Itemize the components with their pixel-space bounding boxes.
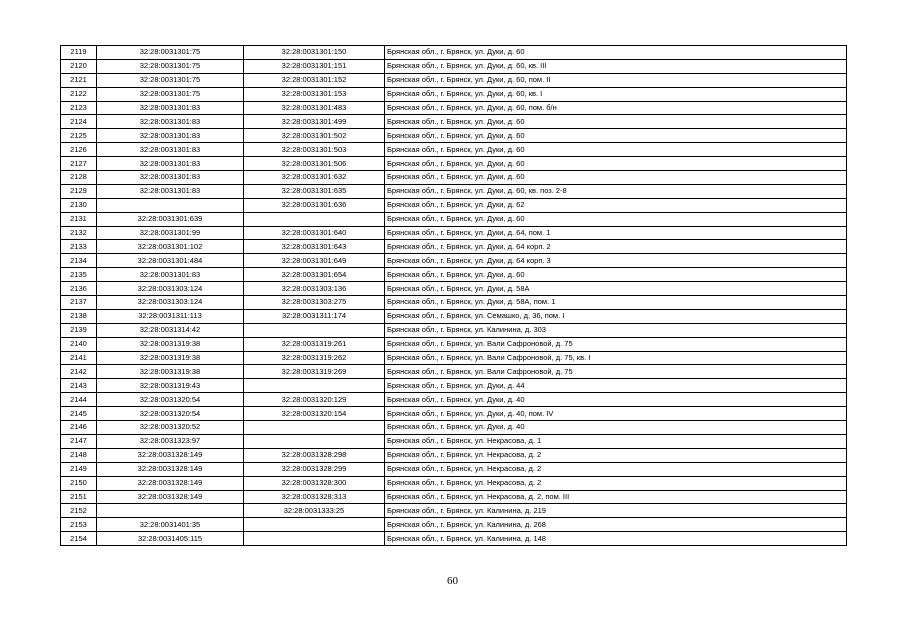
land-cadastral-number-cell: 32:28:0031405:115 — [97, 532, 244, 546]
address-cell: Брянская обл., г. Брянск, ул. Дуки, д. 64 корп. 3 — [385, 254, 847, 268]
object-cadastral-number-cell: 32:28:0031301:506 — [244, 157, 385, 171]
row-number-cell: 2130 — [61, 198, 97, 212]
row-number-cell: 2153 — [61, 518, 97, 532]
row-number-cell: 2135 — [61, 268, 97, 282]
row-number-cell: 2133 — [61, 240, 97, 254]
land-cadastral-number-cell: 32:28:0031301:102 — [97, 240, 244, 254]
table-row — [61, 365, 847, 379]
row-number-cell: 2147 — [61, 434, 97, 448]
address-cell: Брянская обл., г. Брянск, ул. Дуки, д. 60, пом. II — [385, 73, 847, 87]
table-row — [61, 171, 847, 185]
object-cadastral-number-cell: 32:28:0031328:298 — [244, 448, 385, 462]
object-cadastral-number-cell: 32:28:0031320:154 — [244, 407, 385, 421]
table-row — [61, 240, 847, 254]
table-row — [61, 226, 847, 240]
table-row — [61, 309, 847, 323]
table-row — [61, 115, 847, 129]
row-number-cell: 2139 — [61, 323, 97, 337]
object-cadastral-number-cell: 32:28:0031301:483 — [244, 101, 385, 115]
land-cadastral-number-cell: 32:28:0031314:42 — [97, 323, 244, 337]
address-cell: Брянская обл., г. Брянск, ул. Некрасова, д. 2 — [385, 448, 847, 462]
table-row — [61, 351, 847, 365]
land-cadastral-number-cell: 32:28:0031323:97 — [97, 434, 244, 448]
land-cadastral-number-cell: 32:28:0031301:75 — [97, 46, 244, 60]
address-cell: Брянская обл., г. Брянск, ул. Некрасова, д. 2, пом. III — [385, 490, 847, 504]
land-cadastral-number-cell: 32:28:0031319:38 — [97, 337, 244, 351]
object-cadastral-number-cell: 32:28:0031303:275 — [244, 296, 385, 310]
row-number-cell: 2142 — [61, 365, 97, 379]
object-cadastral-number-cell: 32:28:0031301:636 — [244, 198, 385, 212]
land-cadastral-number-cell: 32:28:0031301:83 — [97, 171, 244, 185]
address-cell: Брянская обл., г. Брянск, ул. Дуки, д. 60 — [385, 212, 847, 226]
land-cadastral-number-cell: 32:28:0031301:639 — [97, 212, 244, 226]
object-cadastral-number-cell: 32:28:0031301:150 — [244, 46, 385, 60]
row-number-cell: 2152 — [61, 504, 97, 518]
address-cell: Брянская обл., г. Брянск, ул. Дуки, д. 60, кв. III — [385, 59, 847, 73]
address-cell: Брянская обл., г. Брянск, ул. Дуки, д. 64, пом. 1 — [385, 226, 847, 240]
address-cell: Брянская обл., г. Брянск, ул. Дуки, д. 60 — [385, 171, 847, 185]
address-cell: Брянская обл., г. Брянск, ул. Вали Сафроновой, д. 75 — [385, 337, 847, 351]
table-row — [61, 129, 847, 143]
table-row — [61, 73, 847, 87]
table-row — [61, 212, 847, 226]
address-cell: Брянская обл., г. Брянск, ул. Дуки, д. 40 — [385, 421, 847, 435]
page-number: 60 — [447, 575, 458, 587]
address-cell: Брянская обл., г. Брянск, ул. Некрасова, д. 2 — [385, 476, 847, 490]
table-row — [61, 198, 847, 212]
land-cadastral-number-cell: 32:28:0031320:52 — [97, 421, 244, 435]
row-number-cell: 2126 — [61, 143, 97, 157]
land-cadastral-number-cell: 32:28:0031401:35 — [97, 518, 244, 532]
land-cadastral-number-cell — [97, 198, 244, 212]
row-number-cell: 2122 — [61, 87, 97, 101]
address-cell: Брянская обл., г. Брянск, ул. Семашко, д. 36, пом. I — [385, 309, 847, 323]
object-cadastral-number-cell — [244, 212, 385, 226]
registry-table-body — [61, 46, 847, 546]
row-number-cell: 2120 — [61, 59, 97, 73]
registry-table — [60, 45, 847, 546]
land-cadastral-number-cell: 32:28:0031303:124 — [97, 296, 244, 310]
object-cadastral-number-cell: 32:28:0031301:654 — [244, 268, 385, 282]
address-cell: Брянская обл., г. Брянск, ул. Дуки, д. 60 — [385, 46, 847, 60]
row-number-cell: 2151 — [61, 490, 97, 504]
row-number-cell: 2144 — [61, 393, 97, 407]
object-cadastral-number-cell: 32:28:0031319:269 — [244, 365, 385, 379]
object-cadastral-number-cell: 32:28:0031301:152 — [244, 73, 385, 87]
table-row — [61, 393, 847, 407]
object-cadastral-number-cell: 32:28:0031320:129 — [244, 393, 385, 407]
row-number-cell: 2124 — [61, 115, 97, 129]
row-number-cell: 2132 — [61, 226, 97, 240]
table-row — [61, 504, 847, 518]
object-cadastral-number-cell: 32:28:0031328:300 — [244, 476, 385, 490]
row-number-cell: 2138 — [61, 309, 97, 323]
row-number-cell: 2146 — [61, 421, 97, 435]
land-cadastral-number-cell: 32:28:0031319:38 — [97, 365, 244, 379]
land-cadastral-number-cell: 32:28:0031303:124 — [97, 282, 244, 296]
row-number-cell: 2131 — [61, 212, 97, 226]
land-cadastral-number-cell: 32:28:0031311:113 — [97, 309, 244, 323]
table-row — [61, 46, 847, 60]
row-number-cell: 2134 — [61, 254, 97, 268]
object-cadastral-number-cell: 32:28:0031328:299 — [244, 462, 385, 476]
address-cell: Брянская обл., г. Брянск, ул. Дуки, д. 60 — [385, 129, 847, 143]
land-cadastral-number-cell: 32:28:0031301:484 — [97, 254, 244, 268]
object-cadastral-number-cell: 32:28:0031319:261 — [244, 337, 385, 351]
land-cadastral-number-cell: 32:28:0031301:75 — [97, 73, 244, 87]
object-cadastral-number-cell: 32:28:0031303:136 — [244, 282, 385, 296]
table-row — [61, 518, 847, 532]
table-row — [61, 296, 847, 310]
land-cadastral-number-cell: 32:28:0031301:83 — [97, 115, 244, 129]
table-row — [61, 59, 847, 73]
object-cadastral-number-cell: 32:28:0031311:174 — [244, 309, 385, 323]
row-number-cell: 2141 — [61, 351, 97, 365]
object-cadastral-number-cell: 32:28:0031301:153 — [244, 87, 385, 101]
table-row — [61, 476, 847, 490]
address-cell: Брянская обл., г. Брянск, ул. Некрасова, д. 1 — [385, 434, 847, 448]
land-cadastral-number-cell: 32:28:0031301:83 — [97, 143, 244, 157]
land-cadastral-number-cell: 32:28:0031301:75 — [97, 59, 244, 73]
object-cadastral-number-cell: 32:28:0031301:643 — [244, 240, 385, 254]
address-cell: Брянская обл., г. Брянск, ул. Дуки, д. 60 — [385, 268, 847, 282]
table-row — [61, 337, 847, 351]
object-cadastral-number-cell — [244, 518, 385, 532]
object-cadastral-number-cell: 32:28:0031301:632 — [244, 171, 385, 185]
table-row — [61, 532, 847, 546]
address-cell: Брянская обл., г. Брянск, ул. Дуки, д. 60, кв. I — [385, 87, 847, 101]
address-cell: Брянская обл., г. Брянск, ул. Дуки, д. 60 — [385, 143, 847, 157]
land-cadastral-number-cell: 32:28:0031320:54 — [97, 393, 244, 407]
table-row — [61, 379, 847, 393]
table-row — [61, 87, 847, 101]
address-cell: Брянская обл., г. Брянск, ул. Калинина, д. 219 — [385, 504, 847, 518]
object-cadastral-number-cell: 32:28:0031333:25 — [244, 504, 385, 518]
row-number-cell: 2148 — [61, 448, 97, 462]
land-cadastral-number-cell: 32:28:0031301:83 — [97, 157, 244, 171]
table-row — [61, 434, 847, 448]
row-number-cell: 2145 — [61, 407, 97, 421]
address-cell: Брянская обл., г. Брянск, ул. Калинина, д. 303 — [385, 323, 847, 337]
table-row — [61, 407, 847, 421]
row-number-cell: 2140 — [61, 337, 97, 351]
land-cadastral-number-cell: 32:28:0031328:149 — [97, 448, 244, 462]
address-cell: Брянская обл., г. Брянск, ул. Дуки, д. 58А, пом. 1 — [385, 296, 847, 310]
table-row — [61, 448, 847, 462]
row-number-cell: 2137 — [61, 296, 97, 310]
object-cadastral-number-cell — [244, 379, 385, 393]
row-number-cell: 2123 — [61, 101, 97, 115]
address-cell: Брянская обл., г. Брянск, ул. Дуки, д. 40 — [385, 393, 847, 407]
table-row — [61, 157, 847, 171]
table-row — [61, 462, 847, 476]
address-cell: Брянская обл., г. Брянск, ул. Дуки, д. 60 — [385, 157, 847, 171]
object-cadastral-number-cell — [244, 323, 385, 337]
table-row — [61, 282, 847, 296]
address-cell: Брянская обл., г. Брянск, ул. Дуки, д. 40, пом. IV — [385, 407, 847, 421]
address-cell: Брянская обл., г. Брянск, ул. Вали Сафроновой, д. 75 — [385, 365, 847, 379]
land-cadastral-number-cell: 32:28:0031319:43 — [97, 379, 244, 393]
address-cell: Брянская обл., г. Брянск, ул. Дуки, д. 60, кв. поз. 2-8 — [385, 184, 847, 198]
land-cadastral-number-cell: 32:28:0031320:54 — [97, 407, 244, 421]
table-row — [61, 143, 847, 157]
land-cadastral-number-cell: 32:28:0031301:83 — [97, 268, 244, 282]
row-number-cell: 2121 — [61, 73, 97, 87]
land-cadastral-number-cell: 32:28:0031301:75 — [97, 87, 244, 101]
land-cadastral-number-cell: 32:28:0031301:83 — [97, 129, 244, 143]
address-cell: Брянская обл., г. Брянск, ул. Дуки, д. 60, пом. б/н — [385, 101, 847, 115]
table-row — [61, 421, 847, 435]
address-cell: Брянская обл., г. Брянск, ул. Дуки, д. 62 — [385, 198, 847, 212]
table-row — [61, 101, 847, 115]
row-number-cell: 2150 — [61, 476, 97, 490]
object-cadastral-number-cell: 32:28:0031301:503 — [244, 143, 385, 157]
land-cadastral-number-cell: 32:28:0031328:149 — [97, 490, 244, 504]
table-row — [61, 184, 847, 198]
object-cadastral-number-cell — [244, 434, 385, 448]
address-cell: Брянская обл., г. Брянск, ул. Некрасова, д. 2 — [385, 462, 847, 476]
land-cadastral-number-cell: 32:28:0031319:38 — [97, 351, 244, 365]
address-cell: Брянская обл., г. Брянск, ул. Дуки, д. 60 — [385, 115, 847, 129]
table-row — [61, 254, 847, 268]
object-cadastral-number-cell: 32:28:0031301:151 — [244, 59, 385, 73]
row-number-cell: 2154 — [61, 532, 97, 546]
land-cadastral-number-cell: 32:28:0031301:83 — [97, 184, 244, 198]
land-cadastral-number-cell: 32:28:0031328:149 — [97, 476, 244, 490]
object-cadastral-number-cell: 32:28:0031319:262 — [244, 351, 385, 365]
table-row — [61, 490, 847, 504]
row-number-cell: 2143 — [61, 379, 97, 393]
object-cadastral-number-cell: 32:28:0031301:502 — [244, 129, 385, 143]
object-cadastral-number-cell: 32:28:0031301:499 — [244, 115, 385, 129]
row-number-cell: 2128 — [61, 171, 97, 185]
row-number-cell: 2119 — [61, 46, 97, 60]
land-cadastral-number-cell: 32:28:0031301:99 — [97, 226, 244, 240]
object-cadastral-number-cell: 32:28:0031301:635 — [244, 184, 385, 198]
address-cell: Брянская обл., г. Брянск, ул. Калинина, д. 148 — [385, 532, 847, 546]
row-number-cell: 2127 — [61, 157, 97, 171]
address-cell: Брянская обл., г. Брянск, ул. Калинина, д. 268 — [385, 518, 847, 532]
land-cadastral-number-cell — [97, 504, 244, 518]
object-cadastral-number-cell: 32:28:0031301:640 — [244, 226, 385, 240]
object-cadastral-number-cell: 32:28:0031301:649 — [244, 254, 385, 268]
table-row — [61, 323, 847, 337]
row-number-cell: 2129 — [61, 184, 97, 198]
address-cell: Брянская обл., г. Брянск, ул. Дуки, д. 58А — [385, 282, 847, 296]
row-number-cell: 2136 — [61, 282, 97, 296]
table-row — [61, 268, 847, 282]
address-cell: Брянская обл., г. Брянск, ул. Дуки, д. 44 — [385, 379, 847, 393]
object-cadastral-number-cell — [244, 532, 385, 546]
address-cell: Брянская обл., г. Брянск, ул. Дуки, д. 64 корп. 2 — [385, 240, 847, 254]
object-cadastral-number-cell: 32:28:0031328:313 — [244, 490, 385, 504]
row-number-cell: 2149 — [61, 462, 97, 476]
land-cadastral-number-cell: 32:28:0031328:149 — [97, 462, 244, 476]
registry-table-container — [60, 45, 846, 546]
address-cell: Брянская обл., г. Брянск, ул. Вали Сафроновой, д. 75, кв. I — [385, 351, 847, 365]
land-cadastral-number-cell: 32:28:0031301:83 — [97, 101, 244, 115]
object-cadastral-number-cell — [244, 421, 385, 435]
row-number-cell: 2125 — [61, 129, 97, 143]
